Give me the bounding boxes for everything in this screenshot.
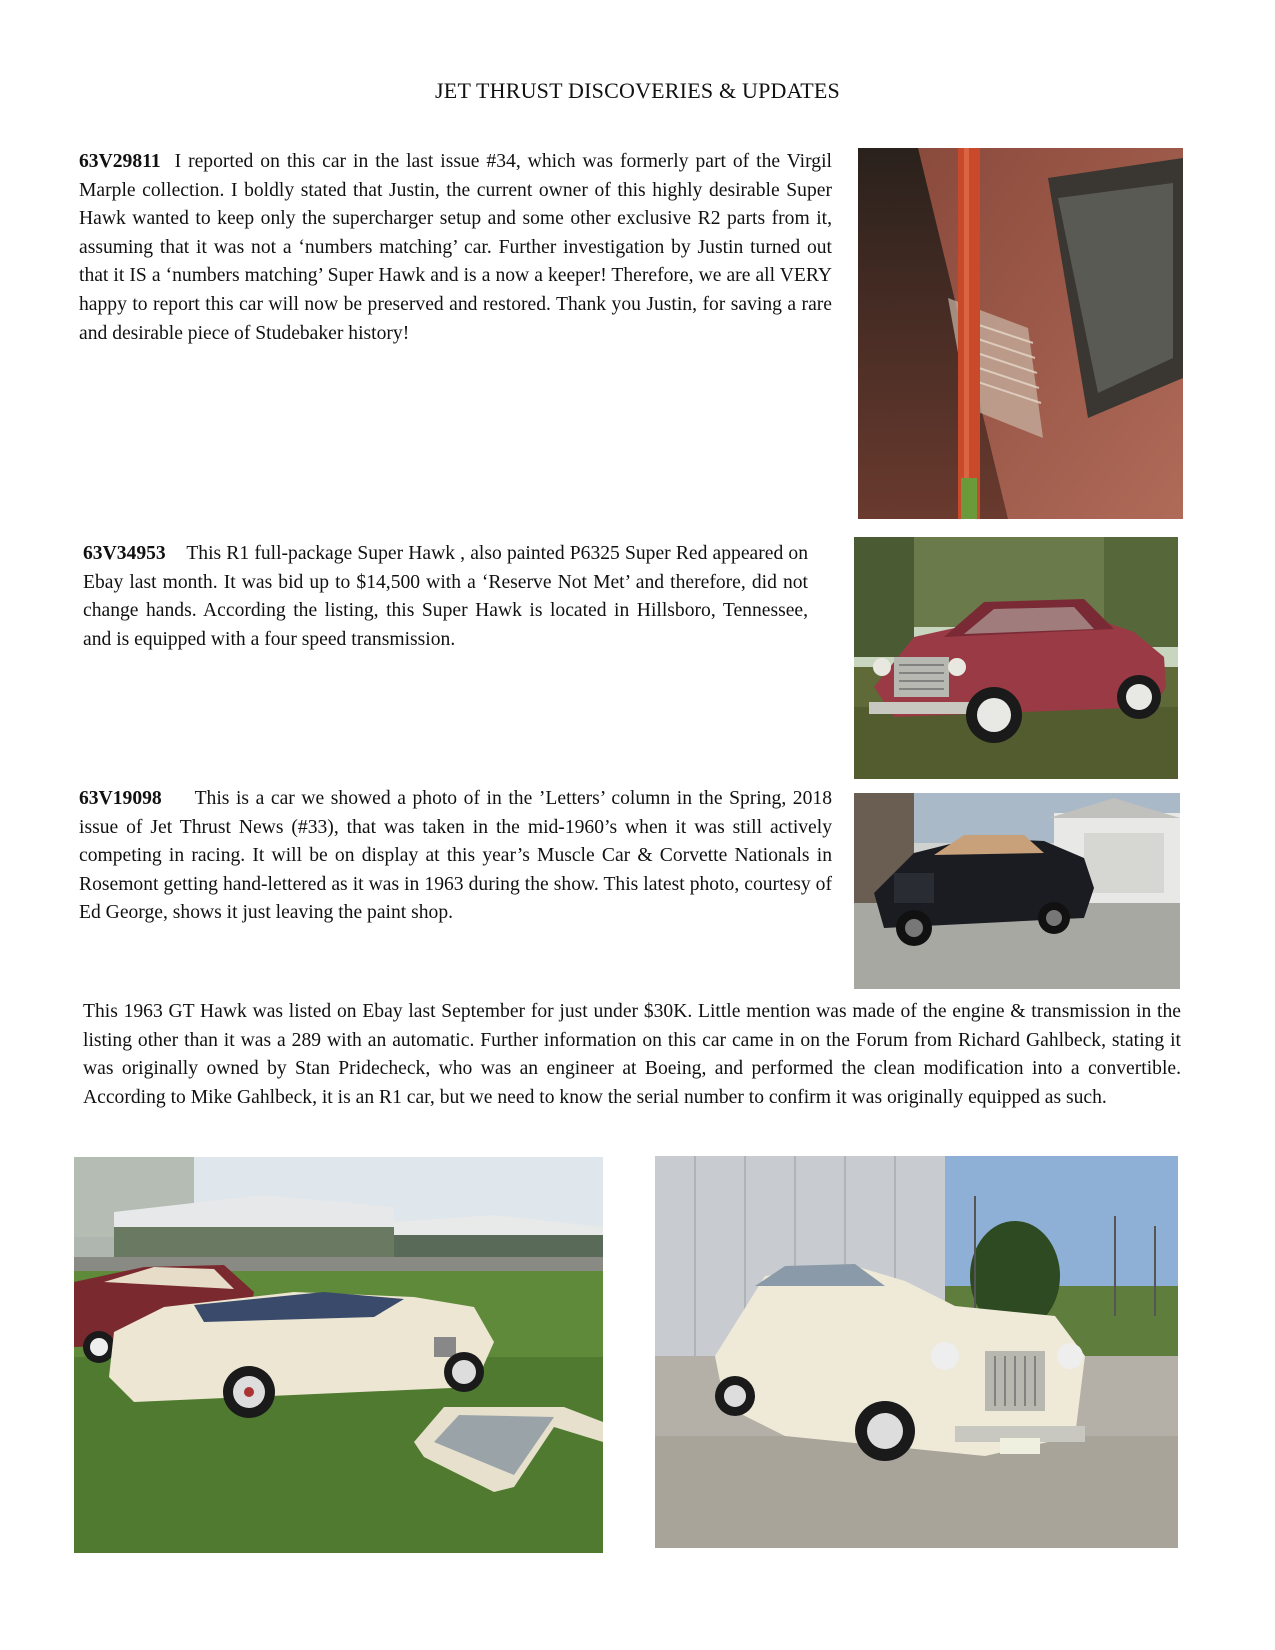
article-63v29811	[79, 148, 832, 348]
photo-interior-red-car	[858, 148, 1183, 519]
article-text: This R1 full-package Super Hawk , also painted P6325 Super Red appeared on Ebay last month. It was bid up to $14,500 with a ‘Reserve Not Met’ and therefore, did not change hands. According the listing, this Super Hawk is located in Hillsboro, Tennessee, and is equipped with a four speed transmission.	[83, 543, 809, 650]
article-gt-hawk-convertible	[83, 998, 1181, 1112]
page-title: JET THRUST DISCOVERIES & UPDATES	[435, 78, 840, 103]
photo-black-super-hawk	[854, 793, 1180, 989]
photo-white-gt-hawk	[655, 1156, 1178, 1548]
serial-number: 63V34953	[83, 543, 166, 564]
article-63v34953	[83, 540, 808, 654]
article-text: This 1963 GT Hawk was listed on Ebay last September for just under $30K. Little mention was made of the engine & transmission in the listing other than it was a 289 with an automatic. Further information on this car came in on the Forum from Richard Gahlbeck, stating it was originally owned by Stan Pridecheck, who was an engineer at Boeing, and performed the clean modification into a convertible. According to Mike Gahlbeck, it is an R1 car, but we need to know the serial number to confirm it was originally equipped as such.	[83, 1001, 1181, 1108]
photo-red-super-hawk	[854, 537, 1178, 779]
article-63v19098	[79, 785, 832, 928]
article-text: This is a car we showed a photo of in the ’Letters’ column in the Spring, 2018 issue of Jet Thrust News (#33), that was taken in the mid-1960’s when it was still actively competing in racing. It will be on display at this year’s Muscle Car & Corvette Nationals in Rosemont getting hand-lettered as it was in 1963 during the show. This latest photo, courtesy of Ed George, shows it just leaving the paint shop.	[79, 788, 832, 924]
photo-white-convertible	[74, 1157, 603, 1553]
article-text: I reported on this car in the last issue #34, which was formerly part of the Virgil Marple collection. I boldly stated that Justin, the current owner of this highly desirable Super Hawk wanted to keep only the supercharger setup and some other exclusive R2 parts from it, assuming that it was not a ‘numbers matching’ car. Further investigation by Justin turned out that it IS a ‘numbers matching’ Super Hawk and is a now a keeper! Therefore, we are all VERY happy to report this car will now be preserved and restored. Thank you Justin, for saving a rare and desirable piece of Studebaker history!	[79, 151, 832, 344]
serial-number: 63V29811	[79, 151, 161, 172]
serial-number: 63V19098	[79, 788, 162, 809]
